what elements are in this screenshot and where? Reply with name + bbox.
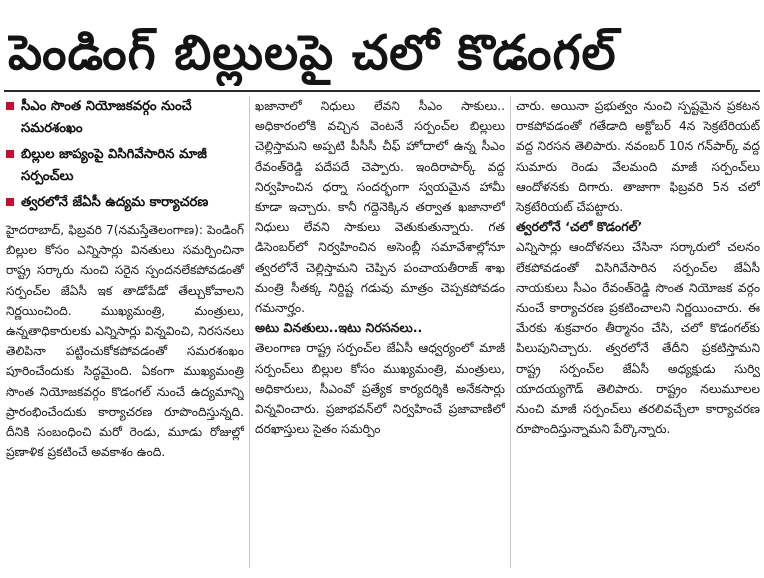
column-3	[516, 96, 760, 570]
body-paragraph: తెలంగాణ రాష్ట్ర సర్పంచ్‌ల జేఏసీ ఆధ్వర్యంలో మాజీ సర్పంచ్‌లు బిల్లుల కోసం ముఖ్యమంత్రి, మంత్రులు, అధికారులు, సీఎంవో ప్రత్యేక కార్యదర్శికి అనేకసార్లు విన్నవించారు. ప్రజాభవన్‌లో నిర్వహించే ప్రజావాణిలో దరఖాస్తులు సైతం సమర్పిం	[255, 341, 505, 437]
body-paragraph: ఎన్నిసార్లు ఆందోళనలు చేసినా సర్కారులో చలనం లేకపోవడంతో విసిగివేసారిన సర్పంచ్‌ల జేఏసీ నాయకులు సీఎం రేవంత్‌రెడ్డి సొంత నియోజక వర్గం నుంచే కార్యాచరణ ప్రకటించాలని నిర్ణయించారు. ఈ మేరకు శుక్రవారం తీర్మానం చేసి, చలో కొడంగల్‌కు పిలుపునిచ్చారు. త్వరలోనే తేదీని ప్రకటిస్తామని రాష్ట్ర సర్పంచ్‌ల జేఏసీ అధ్యక్షుడు సుర్వి యాదయ్యగౌడ్‌ తెలిపారు. రాష్ట్రం నలుమూలల నుంచి మాజీ సర్పంచ్‌లు తరలివచ్చేలా కార్యాచరణ రూపొందిస్తున్నామని పేర్కొన్నారు.	[516, 240, 760, 437]
column-2	[255, 96, 505, 570]
headline: పెండింగ్‌ బిల్లులపై చలో కొడంగల్‌	[8, 25, 617, 81]
square-bullet-icon	[6, 198, 14, 206]
square-bullet-icon	[6, 102, 14, 110]
sub-heading: అటు వినతులు..ఇటు నిరసనలు..	[255, 320, 423, 336]
highlight-text: బిల్లుల జాప్యంపై విసిగివేసారిన మాజీ సర్పంచ్‌లు	[21, 147, 207, 184]
square-bullet-icon	[6, 150, 14, 158]
highlight-item	[6, 192, 244, 214]
highlight-item	[6, 144, 244, 188]
headline-rule	[4, 90, 760, 92]
body-paragraph: చారు. అయినా ప్రభుత్వం నుంచి స్పష్టమైన ప్రకటన రాకపోవడంతో గతేడాది అక్టోబర్‌ 4న సెక్రటేరియట్‌ వద్ద నిరసన తెలిపారు. నవంబర్‌ 10న గన్‌పార్క్‌ వద్ద సుమారు రెండు వేలమంది మాజీ సర్పంచ్‌లు ఆందోళనకు దిగారు. తాజాగా ఫిబ్రవరి 5న చలో సెక్రటేరియట్‌ చేపట్టారు.	[516, 99, 760, 215]
column-divider	[249, 96, 250, 568]
sub-heading: త్వరలోనే ‘చలో కొడంగల్‌’	[516, 219, 643, 235]
highlight-text: సీఎం సొంత నియోజకవర్గం నుంచే సమరశంఖం	[21, 99, 192, 136]
body-paragraph: ఖజానాలో నిధులు లేవని సీఎం సాకులు.. అధికారంలోకి వచ్చిన వెంటనే సర్పంచ్‌ల బిల్లులు చెల్లిస్తామని అప్పటి పీసీసీ చీఫ్‌ హోదాలో ఉన్న సీఎం రేవంత్‌రెడ్డి పదేపదే చెప్పారు. ఇందిరాపార్క్‌ వద్ద నిర్వహించిన ధర్నా సందర్భంగా స్వయమైన హామీ కూడా ఇచ్చారు. కానీ గద్దెనెక్కిన తర్వాత ఖజానాలో నిధులు లేవని సాకులు వెతుకుతున్నారు. గత డిసెంబర్‌లో నిర్వహించిన అసెంబ్లీ సమావేశాల్లోనూ త్వరలోనే చెల్లిస్తామని చెప్పిన పంచాయతీరాజ్‌ శాఖ మంత్రి సీతక్క నిర్దిష్ట గడువు మాత్రం చెప్పకపోవడం గమనార్హం.	[255, 99, 505, 316]
column-divider	[510, 96, 511, 568]
column-1	[6, 96, 244, 570]
body-paragraph: హైదరాబాద్‌, ఫిబ్రవరి 7(నమస్తే‌తెలంగాణ): పెండింగ్‌ బిల్లుల కోసం ఎన్నిసార్లు వినతులు సమర్పించినా రాష్ట్ర సర్కారు నుంచి సరైన స్పందనలేకపోవడంతో సర్పంచ్‌ల జేఏసీ ఇక తాడోపేడో తేల్చుకోవాలని నిర్ణయించింది. ముఖ్యమంత్రి, మంత్రులు, ఉన్నతాధికారులకు ఎన్నిసార్లు విన్నవించి, నిరసనలు తెలిపినా పట్టించుకోకపోవడంతో సమరశంఖం పూరించేందుకు సిద్ధమైంది. ఏకంగా ముఖ్యమంత్రి సొంత నియోజకవర్గం కొడంగల్‌ నుంచే ఉద్యమాన్ని ప్రారంభించేందుకు కార్యాచరణ రూపొందిస్తున్నది. దీనికి సంబంధించి మరో రెండు, మూడు రోజుల్లో ప్రణాళిక ప్రకటించే అవకాశం ఉంది.	[6, 223, 244, 460]
highlight-item	[6, 96, 244, 140]
highlight-text: త్వరలోనే జేఏసీ ఉద్యమ కార్యాచరణ	[21, 195, 209, 210]
